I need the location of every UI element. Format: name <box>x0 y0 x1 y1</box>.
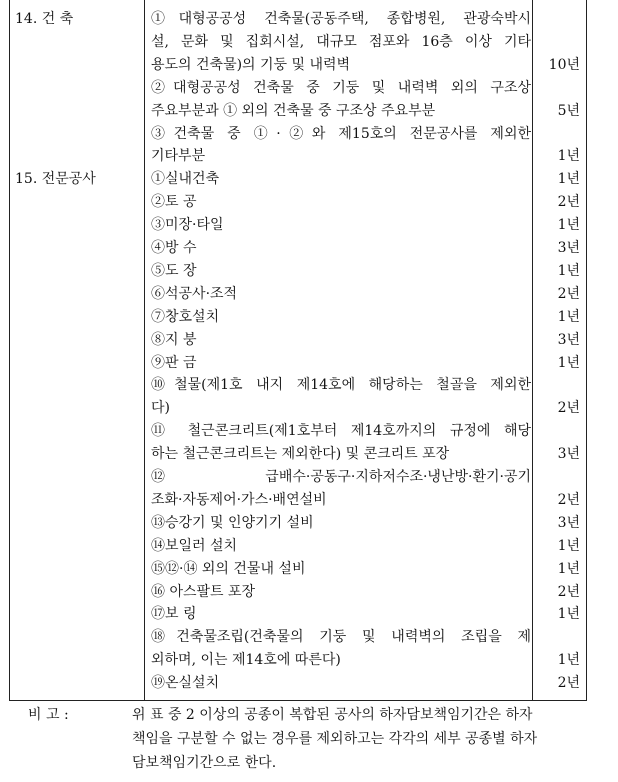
item-description-line: 하는 철근콘크리트는 제외한다) 및 콘크리트 포장 <box>151 446 450 463</box>
item-description-line: ⑮⑫·⑭ 외의 건물내 설비 <box>151 560 306 577</box>
item-description-line: ⑦창호설치 <box>151 308 220 325</box>
warranty-period: 2년 <box>557 285 580 302</box>
item-description-line: ⑬승강기 및 인양기기 설비 <box>151 514 314 531</box>
warranty-period: 2년 <box>557 491 580 508</box>
item-description-line: ④방 수 <box>151 240 197 256</box>
item-description-line: ⑤도 장 <box>151 262 197 279</box>
warranty-period: 3년 <box>557 331 580 348</box>
item-description-line: ⑥석공사·조적 <box>151 285 238 302</box>
item-description-line: 주요부분과 ① 외의 건축물 중 구조상 주요부분 <box>151 102 436 119</box>
item-description-line: ⑭보일러 설치 <box>151 537 238 554</box>
item-description-line: ⑧지 붕 <box>151 331 197 348</box>
warranty-period: 1년 <box>557 560 580 577</box>
item-description-line: ⑨판 금 <box>151 354 197 371</box>
warranty-period: 2년 <box>557 583 580 600</box>
warranty-period: 1년 <box>557 217 580 234</box>
note-label: 비 고 : <box>28 707 69 723</box>
item-description-line: ⑱건축물조립(건축물의 기둥 및 내력벽의 조립을 제 <box>151 629 531 646</box>
warranty-period: 1년 <box>557 606 580 623</box>
item-description-line: ②대형공공성 건축물 중 기둥 및 내력벽 외의 구조상 <box>151 79 531 96</box>
item-description-line: ⑪ 철근콘크리트(제1호부터 제14호까지의 규정에 해당 <box>151 423 531 440</box>
warranty-period: 3년 <box>557 240 580 256</box>
warranty-period: 1년 <box>557 171 580 188</box>
category-construction: 14. 건 축 <box>15 11 74 27</box>
item-description-line: 설, 문화 및 집회시설, 대규모 점포와 16층 이상 기타 <box>151 33 531 50</box>
warranty-period: 1년 <box>557 262 580 279</box>
note-text-line: 책임을 구분할 수 없는 경우를 제외하고는 각각의 세부 공종별 하자 <box>132 731 538 747</box>
item-description-line: ①실내건축 <box>151 171 220 188</box>
column-divider-left <box>144 0 145 701</box>
warranty-period: 2년 <box>557 400 580 417</box>
warranty-period: 10년 <box>548 56 580 73</box>
item-description-line: ①대형공공성 건축물(공동주택, 종합병원, 관광숙박시 <box>151 11 531 27</box>
note-text-line: 담보책임기간으로 한다. <box>132 755 277 771</box>
warranty-period: 5년 <box>557 102 580 119</box>
warranty-period: 3년 <box>557 446 580 463</box>
item-description-line: ⑲온실설치 <box>151 675 220 692</box>
item-description-line: 외하며, 이는 제14호에 따른다) <box>151 652 341 669</box>
warranty-period: 1년 <box>557 652 580 669</box>
item-description-line: 다) <box>151 400 170 417</box>
warranty-period: 1년 <box>557 308 580 325</box>
item-description-line: ⑯ 아스팔트 포장 <box>151 583 256 600</box>
item-description-line: ⑰보 링 <box>151 606 197 623</box>
item-description-line: 기타부분 <box>151 148 206 165</box>
item-description-line: ②토 공 <box>151 194 197 211</box>
warranty-period: 2년 <box>557 675 580 692</box>
category-specialty: 15. 전문공사 <box>15 171 96 188</box>
item-description-line: 조화·자동제어·가스·배연설비 <box>151 491 327 508</box>
item-description-line: ⑩철물(제1호 내지 제14호에 해당하는 철골을 제외한 <box>151 377 531 394</box>
warranty-period: 1년 <box>557 148 580 165</box>
item-description-line: 용도의 건축물)의 기둥 및 내력벽 <box>151 56 351 73</box>
warranty-period: 1년 <box>557 537 580 554</box>
item-description-line: ③건축물 중 ①·②와 제15호의 전문공사를 제외한 <box>151 125 531 142</box>
warranty-period: 1년 <box>557 354 580 371</box>
warranty-period: 3년 <box>557 514 580 531</box>
column-divider-right <box>532 0 533 701</box>
note-text-line: 위 표 중 2 이상의 공종이 복합된 공사의 하자담보책임기간은 하자 <box>132 707 533 723</box>
warranty-period: 2년 <box>557 194 580 211</box>
item-description-line: ③미장·타일 <box>151 217 224 234</box>
item-description-line: ⑫급배수·공동구·지하저수조·냉난방·환기·공기 <box>151 469 531 485</box>
